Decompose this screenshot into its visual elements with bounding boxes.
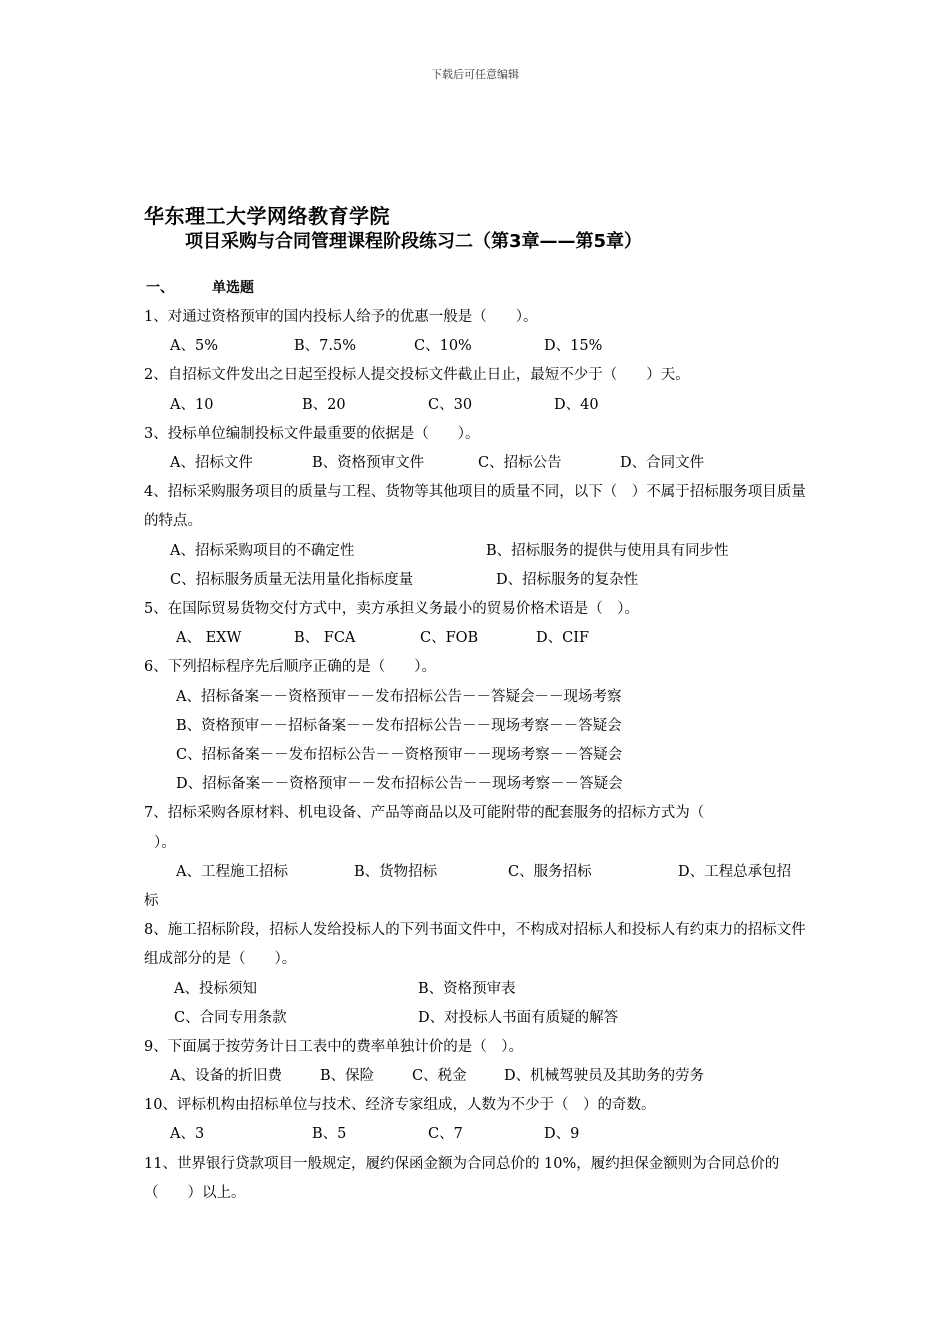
option-b: B、资格预审文件 [312, 454, 425, 471]
option-b: B、保险 [320, 1068, 375, 1085]
question-6-option-b [144, 712, 814, 741]
option-b: B、资格预审－－招标备案－－发布招标公告－－现场考察－－答疑会 [176, 717, 622, 734]
option-c: C、30 [428, 396, 473, 413]
section-label: 单选题 [212, 280, 254, 296]
question-10-options [144, 1120, 814, 1149]
section-number: 一、 [146, 280, 174, 296]
question-3: 3、投标单位编制投标文件最重要的依据是（ ）。 [144, 425, 480, 442]
option-c: C、合同专用条款 [174, 1009, 287, 1026]
question-11: 11、世界银行贷款项目一般规定，履约保函金额为合同总价的 10%，履约担保金额则为合同总价的（ ）以上。 [144, 1155, 780, 1201]
option-b: B、资格预审表 [418, 980, 516, 997]
option-a: A、投标须知 [174, 980, 257, 997]
option-c: C、7 [428, 1126, 463, 1143]
question-3-options [144, 449, 814, 478]
option-d: D、合同文件 [620, 454, 705, 471]
option-a: A、3 [170, 1126, 205, 1143]
option-b: B、7.5% [294, 338, 356, 355]
option-d: D、招标备案－－资格预审－－发布招标公告－－现场考察－－答疑会 [176, 776, 623, 793]
option-c: C、招标服务质量无法用量化指标度量 [170, 571, 414, 588]
question-10: 10、评标机构由招标单位与技术、经济专家组成，人数为不少于（ ）的奇数。 [144, 1097, 656, 1114]
option-a: A、设备的折旧费 [170, 1068, 282, 1085]
option-a: A、10 [170, 396, 214, 413]
question-6-option-a [144, 683, 814, 712]
question-2-options [144, 391, 814, 420]
option-b: B、货物招标 [354, 863, 438, 880]
option-a: A、5% [170, 338, 218, 355]
question-1: 1、对通过资格预审的国内投标人给予的优惠一般是（ ）。 [144, 309, 538, 325]
question-6: 6、下列招标程序先后顺序正确的是（ ）。 [144, 659, 436, 676]
question-8: 8、施工招标阶段，招标人发给投标人的下列书面文件中，不构成对招标人和投标人有约束力的招标文件组成部分的是（ ）。 [144, 922, 806, 968]
option-d: D、对投标人书面有质疑的解答 [418, 1009, 619, 1026]
page-header-note: 下载后可任意编辑 [431, 68, 519, 81]
question-list [144, 303, 814, 1208]
option-a: A、招标备案－－资格预审－－发布招标公告－－答疑会－－现场考察 [176, 688, 622, 705]
option-a: A、招标文件 [170, 454, 253, 471]
question-7: 7、招标采购各原材料、机电设备、产品等商品以及可能附带的配套服务的招标方式为（ [144, 805, 705, 822]
option-c: C、招标公告 [478, 454, 562, 471]
question-4: 4、招标采购服务项目的质量与工程、货物等其他项目的质量不同，以下（ ）不属于招标服务项目质量的特点。 [144, 484, 806, 530]
option-c: C、服务招标 [508, 863, 592, 880]
option-a: A、招标采购项目的不确定性 [170, 542, 355, 559]
option-a: A、工程施工招标 [176, 863, 288, 880]
option-d: D、工程总承包招 [678, 863, 792, 880]
course-title: 项目采购与合同管理课程阶段练习二（第3章——第5章） [185, 231, 643, 252]
option-c: C、税金 [412, 1068, 467, 1085]
section-heading [146, 277, 254, 297]
option-b: B、5 [312, 1126, 347, 1143]
question-8-options-row2 [144, 1004, 814, 1033]
question-6-option-d [144, 770, 814, 799]
question-5: 5、在国际贸易货物交付方式中，卖方承担义务最小的贸易价格术语是（ ）。 [144, 600, 639, 617]
question-7-options [144, 858, 814, 887]
option-d: D、40 [554, 396, 599, 413]
question-2: 2、自招标文件发出之日起至投标人提交投标文件截止日止，最短不少于（ ）天。 [144, 367, 690, 384]
option-a: A、 EXW [176, 630, 242, 647]
question-7-continued: ）。 [154, 834, 176, 851]
option-c: C、FOB [420, 630, 479, 647]
option-d: D、机械驾驶员及其助务的劳务 [504, 1068, 705, 1085]
question-4-options-row1 [144, 537, 814, 566]
option-c: C、10% [414, 338, 472, 355]
institution-title: 华东理工大学网络教育学院 [144, 204, 390, 228]
option-d: D、招标服务的复杂性 [496, 571, 639, 588]
option-d: D、9 [544, 1126, 580, 1143]
option-c: C、招标备案－－发布招标公告－－资格预审－－现场考察－－答疑会 [176, 746, 623, 763]
question-5-options [144, 624, 814, 653]
question-6-option-c [144, 741, 814, 770]
question-7-option-d-wrap: 标 [144, 892, 159, 909]
question-4-options-row2 [144, 566, 814, 595]
question-8-options-row1 [144, 975, 814, 1004]
question-1-options [144, 332, 814, 361]
option-b: B、招标服务的提供与使用具有同步性 [486, 542, 729, 559]
question-9: 9、下面属于按劳务计日工表中的费率单独计价的是（ ）。 [144, 1038, 523, 1055]
option-d: D、CIF [536, 630, 590, 647]
option-b: B、20 [302, 396, 346, 413]
option-d: D、15% [544, 338, 603, 355]
question-9-options [144, 1062, 814, 1091]
option-b: B、 FCA [294, 630, 356, 647]
